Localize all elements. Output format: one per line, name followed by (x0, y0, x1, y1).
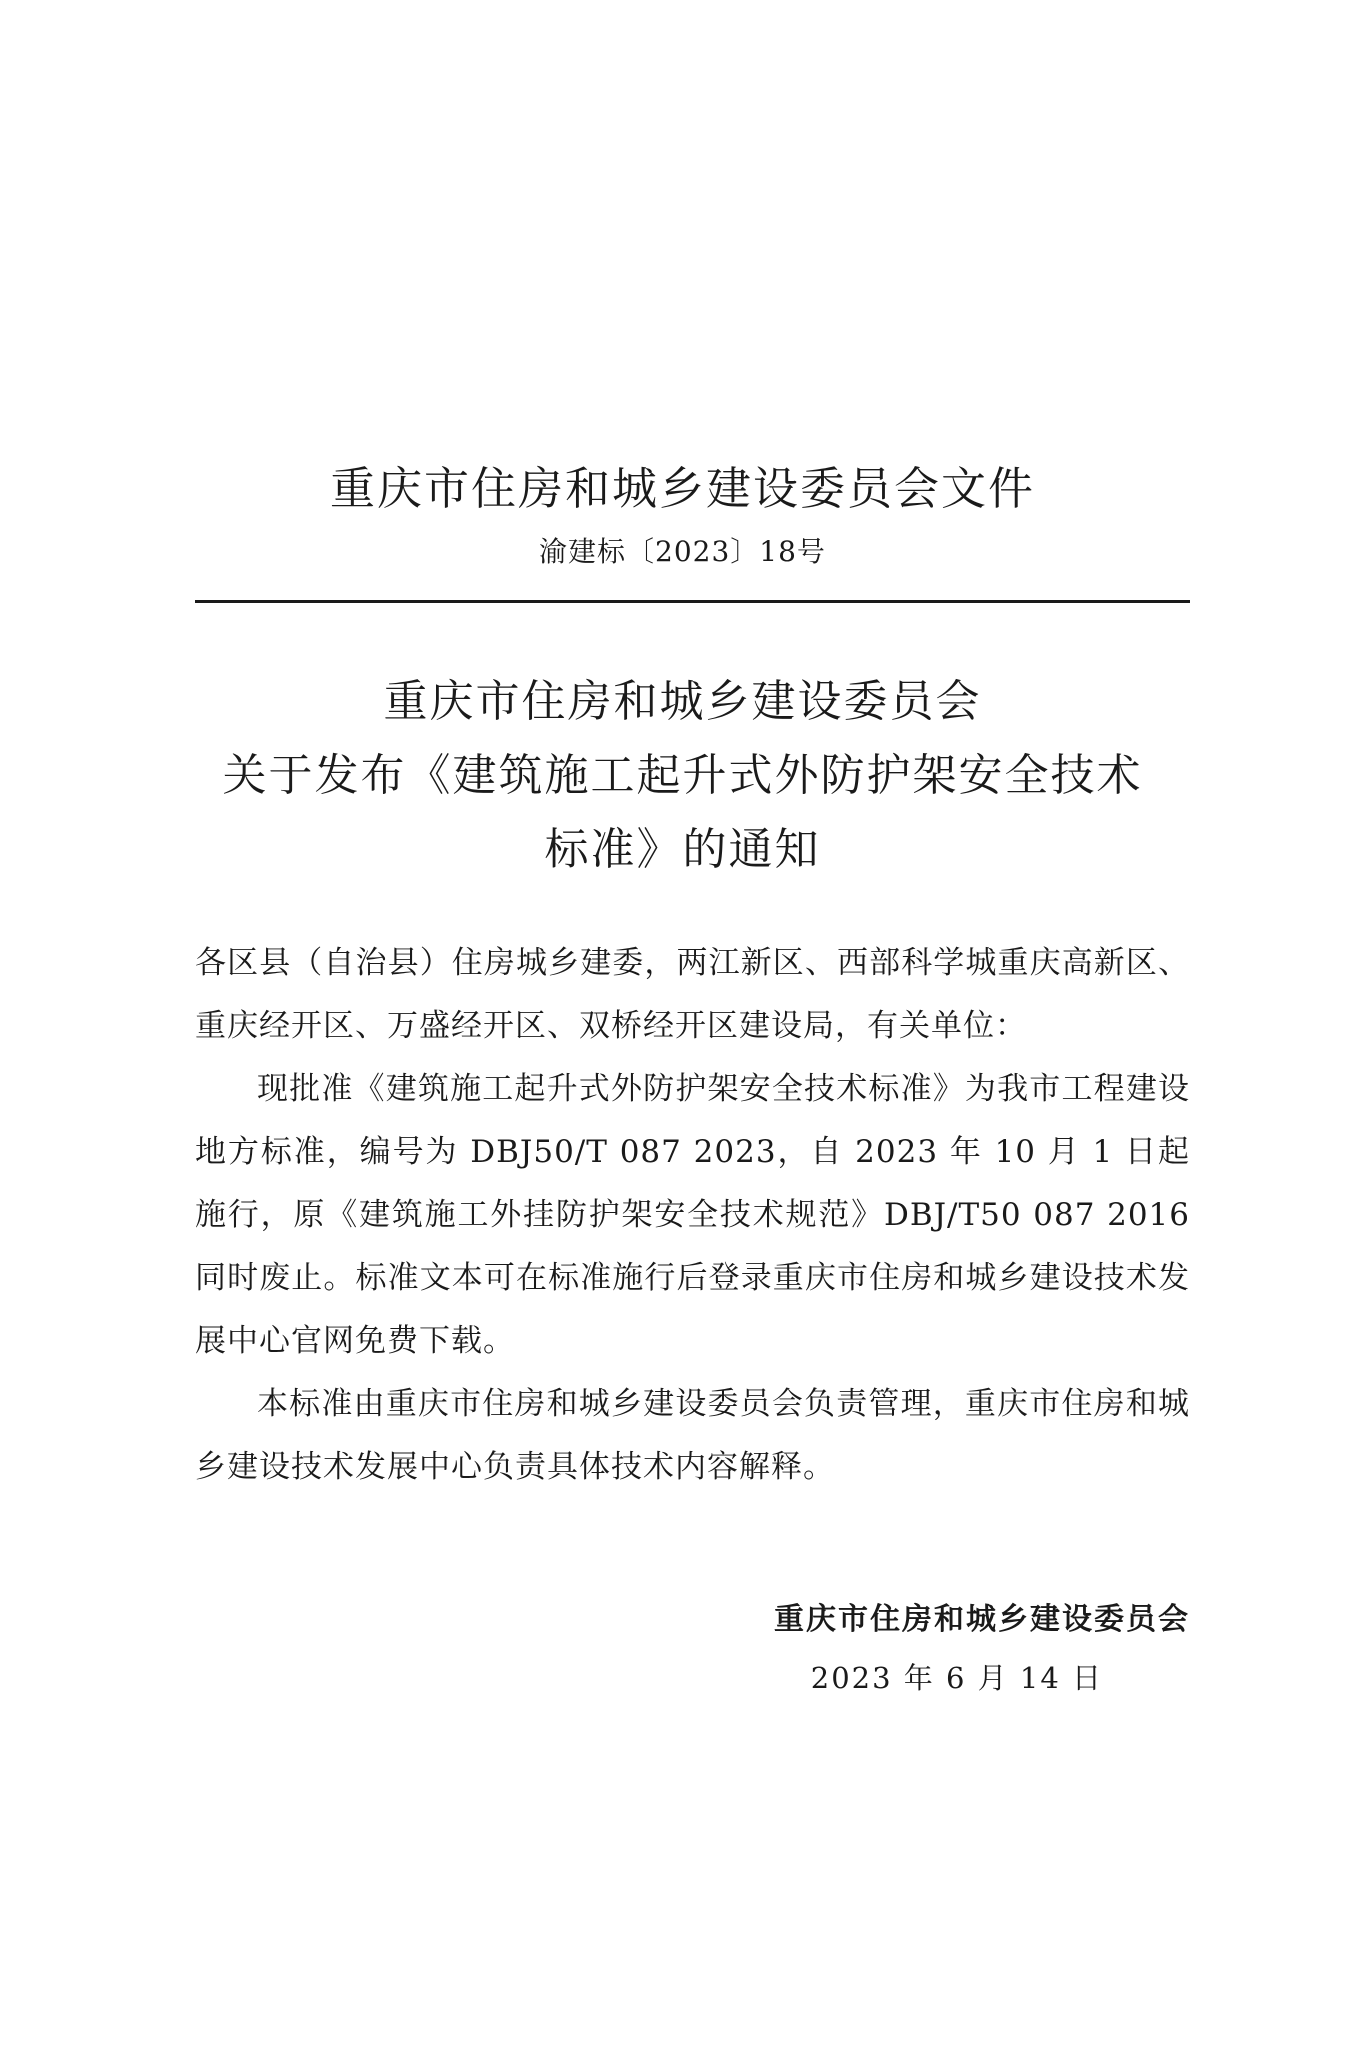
issuer-header: 重庆市住房和城乡建设委员会文件 (329, 462, 1035, 515)
body-paragraph-2: 本标准由重庆市住房和城乡建设委员会负责管理，重庆市住房和城乡建设技术发展中心负责具体技术内容解释。 (195, 1386, 1190, 1485)
signature-date: 2023 年 6 月 14 日 (810, 1661, 1103, 1695)
title-line-2: 关于发布《建筑施工起升式外防护架安全技术 (222, 750, 1143, 801)
document-body (195, 932, 1190, 1499)
header-divider (195, 600, 1190, 603)
title-line-3: 标准》的通知 (544, 824, 821, 875)
title-line-1: 重庆市住房和城乡建设委员会 (383, 676, 982, 727)
addressee: 各区县（自治县）住房城乡建委，两江新区、西部科学城重庆高新区、重庆经开区、万盛经开区、双桥经开区建设局，有关单位： (195, 945, 1190, 1044)
signature-organization: 重庆市住房和城乡建设委员会 (774, 1602, 1190, 1637)
body-paragraph-1: 现批准《建筑施工起升式外防护架安全技术标准》为我市工程建设地方标准，编号为 DBJ50/T 087 2023，自 2023 年 10 月 1 日起施行，原《建筑施工外挂防护架安全技术规范》DBJ/T50 087 2016 同时废止。标准文本可在标准施行后登录重庆市住房和城乡建设技术发展中心官网免费下载。 (195, 1071, 1190, 1359)
document-title (0, 665, 1365, 887)
document-number: 渝建标〔2023〕18号 (539, 535, 826, 568)
